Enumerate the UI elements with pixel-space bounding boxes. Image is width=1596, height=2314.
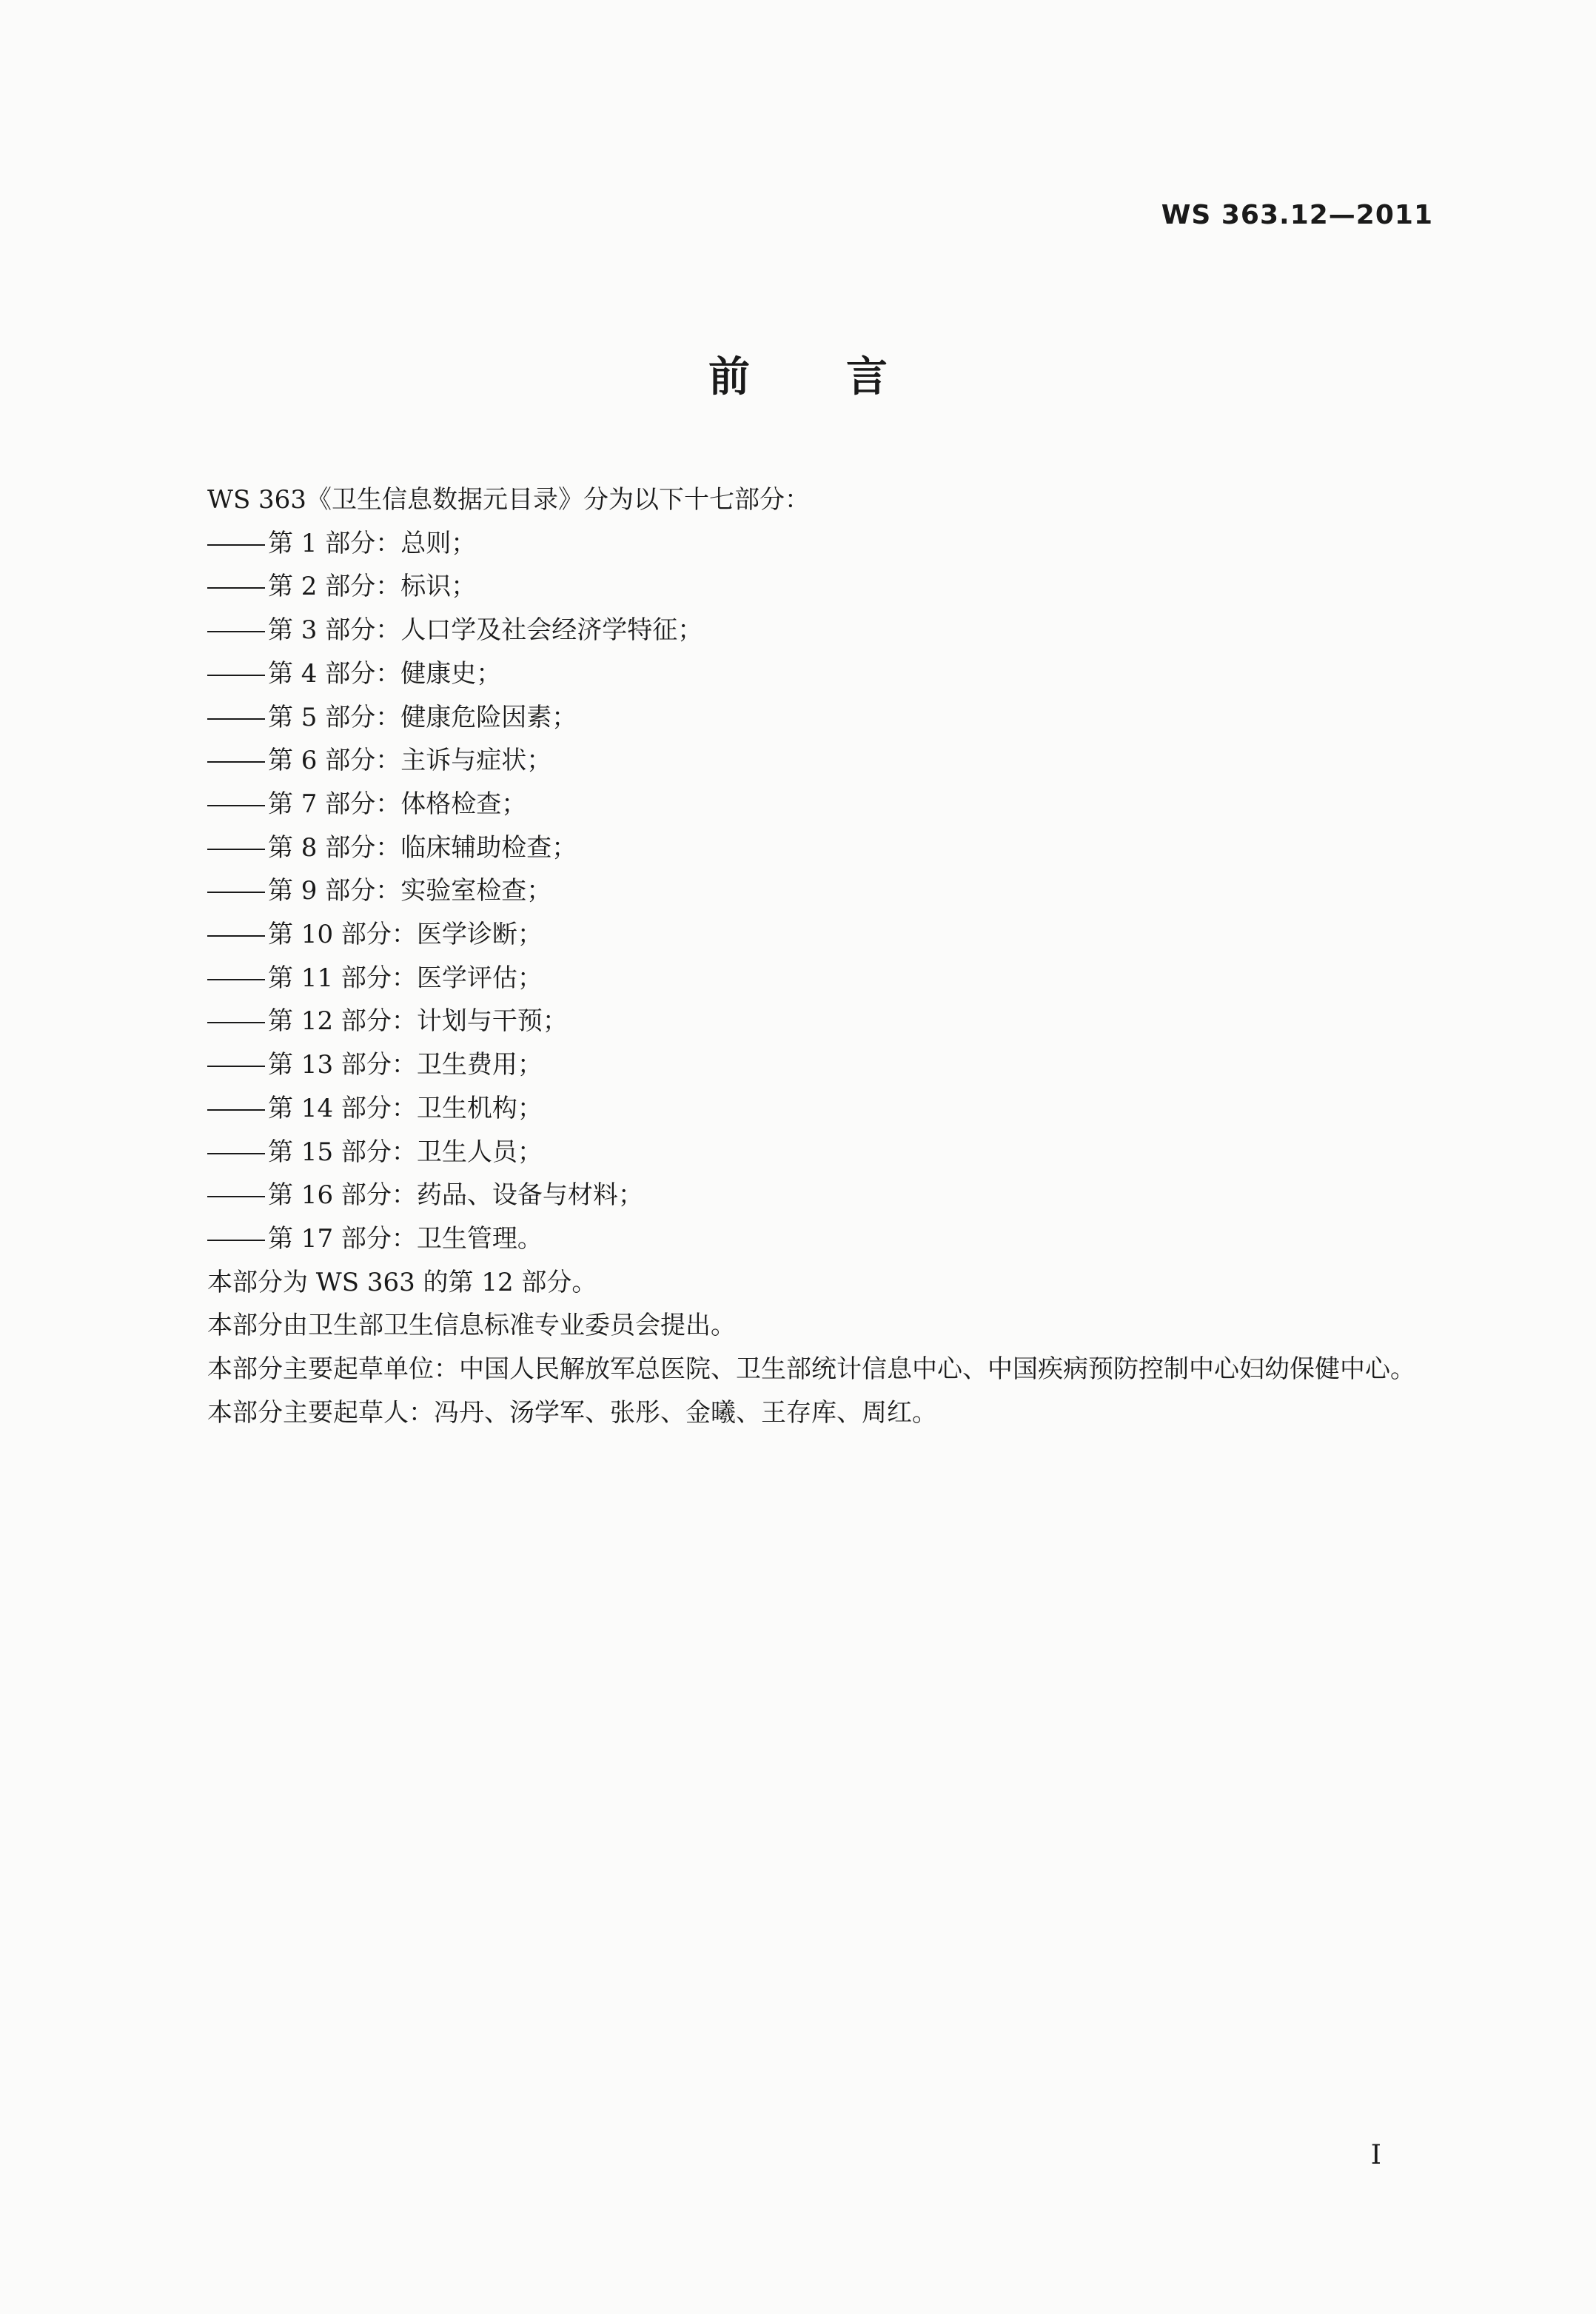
em-dash [207, 1066, 265, 1067]
part-number-statement: 本部分为 WS 363 的第 12 部分。 [207, 1267, 597, 1297]
em-dash [207, 544, 265, 546]
drafting-units-statement: 本部分主要起草单位：中国人民解放军总医院、卫生部统计信息中心、中国疾病预防控制中心妇幼保健中心。 [207, 1354, 1415, 1385]
list-item: 第 16 部分：药品、设备与材料； [148, 1174, 1433, 1217]
em-dash [207, 979, 265, 980]
em-dash [207, 805, 265, 806]
list-item: 第 5 部分：健康危险因素； [148, 696, 1433, 740]
list-item: 第 3 部分：人口学及社会经济学特征； [148, 609, 1433, 652]
em-dash [207, 631, 265, 632]
em-dash [207, 1153, 265, 1154]
em-dash [207, 761, 265, 763]
list-item: 第 13 部分：卫生费用； [148, 1043, 1433, 1087]
foreword-body [148, 478, 1433, 1434]
list-item: 第 12 部分：计划与干预； [148, 1000, 1433, 1043]
list-item: 第 4 部分：健康史； [148, 652, 1433, 696]
intro-paragraph: WS 363《卫生信息数据元目录》分为以下十七部分： [207, 485, 810, 515]
list-item: 第 15 部分：卫生人员； [148, 1131, 1433, 1174]
em-dash [207, 587, 265, 589]
list-item: 第 9 部分：实验室检查； [148, 869, 1433, 913]
list-item: 第 17 部分：卫生管理。 [148, 1217, 1433, 1261]
list-item: 第 1 部分：总则； [148, 522, 1433, 566]
list-item: 第 7 部分：体格检查； [148, 783, 1433, 826]
list-item: 第 8 部分：临床辅助检查； [148, 826, 1433, 870]
list-item: 第 10 部分：医学诊断； [148, 913, 1433, 957]
em-dash [207, 1022, 265, 1023]
em-dash [207, 718, 265, 720]
proposer-statement: 本部分由卫生部卫生信息标准专业委员会提出。 [207, 1311, 736, 1341]
parts-list [148, 522, 1433, 1261]
em-dash [207, 849, 265, 850]
page-number: I [1370, 2140, 1381, 2170]
em-dash [207, 1196, 265, 1197]
em-dash [207, 935, 265, 937]
list-item: 第 14 部分：卫生机构； [148, 1087, 1433, 1131]
page-title: 前言 [708, 353, 984, 401]
em-dash [207, 892, 265, 893]
em-dash [207, 1109, 265, 1111]
document-number: WS 363.12—2011 [1161, 200, 1433, 230]
drafters-statement: 本部分主要起草人：冯丹、汤学军、张彤、金曦、王存库、周红。 [207, 1397, 937, 1428]
list-item: 第 2 部分：标识； [148, 565, 1433, 609]
list-item: 第 11 部分：医学评估； [148, 957, 1433, 1000]
list-item: 第 6 部分：主诉与症状； [148, 739, 1433, 783]
em-dash [207, 1240, 265, 1241]
em-dash [207, 675, 265, 676]
